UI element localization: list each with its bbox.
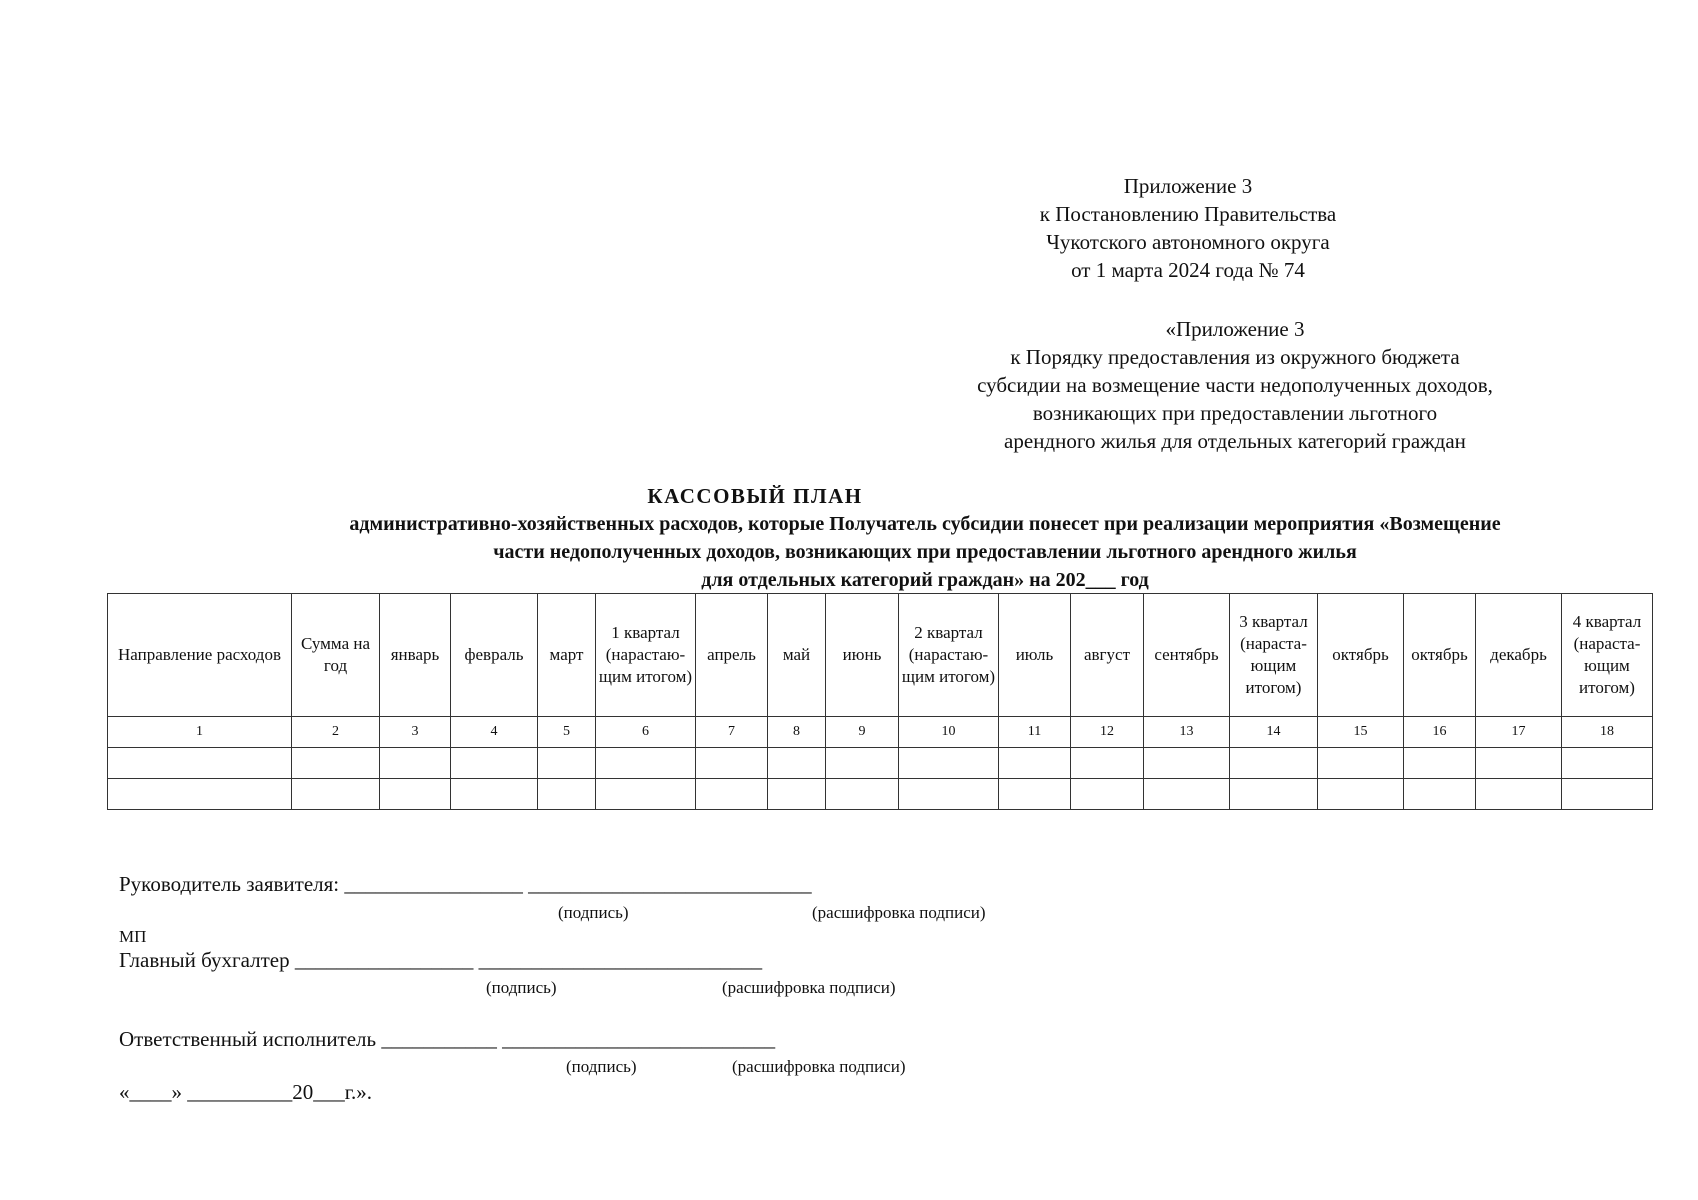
document-subtitle <box>200 510 1650 594</box>
empty-cell[interactable] <box>1230 748 1318 779</box>
empty-cell[interactable] <box>108 779 292 810</box>
empty-cell[interactable] <box>380 779 451 810</box>
appendix-inner-line: возникающих при предоставлении льготного <box>1032 401 1438 425</box>
column-number: 11 <box>999 717 1071 748</box>
subtitle-line: для отдельных категорий граждан» на 202___ год <box>701 569 1149 591</box>
empty-cell[interactable] <box>1230 779 1318 810</box>
empty-cell[interactable] <box>696 748 768 779</box>
column-number: 10 <box>899 717 999 748</box>
empty-cell[interactable] <box>1562 779 1653 810</box>
head-signature-line: Руководитель заявителя: _________________ ___________________________ <box>119 872 812 896</box>
accountant-signature-line: Главный бухгалтер _________________ ___________________________ <box>119 948 763 972</box>
empty-cell[interactable] <box>768 779 826 810</box>
column-number: 15 <box>1318 717 1404 748</box>
executor-sign-caption: (подпись) <box>566 1057 637 1076</box>
header-april: апрель <box>696 594 768 717</box>
header-quarter-4: 4 квартал (нараста-ющим итогом) <box>1562 594 1653 717</box>
appendix-inner-line: арендного жилья для отдельных категорий граждан <box>1004 429 1466 453</box>
accountant-decode-caption: (расшифровка подписи) <box>722 978 896 997</box>
empty-cell[interactable] <box>826 748 899 779</box>
head-sign-caption: (подпись) <box>558 903 629 922</box>
date-line: «____» __________20___г.». <box>119 1080 372 1104</box>
empty-cell[interactable] <box>1144 748 1230 779</box>
empty-cell[interactable] <box>999 748 1071 779</box>
stamp-label: МП <box>119 927 147 946</box>
column-number: 1 <box>108 717 292 748</box>
appendix-inner-header <box>925 315 1545 455</box>
header-direction: Направление расходов <box>108 594 292 717</box>
column-number: 13 <box>1144 717 1230 748</box>
empty-cell[interactable] <box>899 748 999 779</box>
empty-cell[interactable] <box>1071 779 1144 810</box>
empty-cell[interactable] <box>1318 779 1404 810</box>
header-january: январь <box>380 594 451 717</box>
empty-cell[interactable] <box>380 748 451 779</box>
header-september: сентябрь <box>1144 594 1230 717</box>
executor-signature-line: Ответственный исполнитель ___________ __________________________ <box>119 1027 776 1051</box>
appendix-inner-line: субсидии на возмещение части недополученных доходов, <box>977 373 1493 397</box>
header-october: октябрь <box>1318 594 1404 717</box>
empty-cell[interactable] <box>596 748 696 779</box>
column-number-row <box>108 717 1653 748</box>
empty-cell[interactable] <box>1562 748 1653 779</box>
cash-plan-table <box>107 593 1653 810</box>
header-quarter-2: 2 квартал (нарастаю-щим итогом) <box>899 594 999 717</box>
empty-cell[interactable] <box>451 779 538 810</box>
empty-cell[interactable] <box>292 748 380 779</box>
head-decode-caption: (расшифровка подписи) <box>812 903 986 922</box>
header-july: июль <box>999 594 1071 717</box>
column-number: 5 <box>538 717 596 748</box>
column-number: 3 <box>380 717 451 748</box>
table-row <box>108 779 1653 810</box>
empty-cell[interactable] <box>292 779 380 810</box>
column-number: 18 <box>1562 717 1653 748</box>
empty-cell[interactable] <box>1404 779 1476 810</box>
column-number: 6 <box>596 717 696 748</box>
empty-cell[interactable] <box>1318 748 1404 779</box>
appendix-inner-line: к Порядку предоставления из окружного бюджета <box>1010 345 1460 369</box>
empty-cell[interactable] <box>696 779 768 810</box>
header-november: октябрь <box>1404 594 1476 717</box>
column-number: 8 <box>768 717 826 748</box>
empty-cell[interactable] <box>899 779 999 810</box>
appendix-line: к Постановлению Правительства <box>1039 202 1337 226</box>
subtitle-line: части недополученных доходов, возникающих при предоставлении льготного арендного жилья <box>493 541 1357 563</box>
executor-decode-caption: (расшифровка подписи) <box>732 1057 906 1076</box>
document-title: КАССОВЫЙ ПЛАН <box>647 484 863 508</box>
header-august: август <box>1071 594 1144 717</box>
empty-cell[interactable] <box>999 779 1071 810</box>
empty-cell[interactable] <box>451 748 538 779</box>
column-number: 7 <box>696 717 768 748</box>
header-june: июнь <box>826 594 899 717</box>
empty-cell[interactable] <box>826 779 899 810</box>
appendix-header <box>908 172 1468 284</box>
header-quarter-3: 3 квартал (нараста-ющим итогом) <box>1230 594 1318 717</box>
column-number: 17 <box>1476 717 1562 748</box>
appendix-line: от 1 марта 2024 года № 74 <box>1071 258 1305 282</box>
appendix-line: Приложение 3 <box>1123 174 1253 198</box>
empty-cell[interactable] <box>1476 748 1562 779</box>
empty-cell[interactable] <box>538 748 596 779</box>
appendix-line: Чукотского автономного округа <box>1046 230 1330 254</box>
header-annual-sum: Сумма на год <box>292 594 380 717</box>
empty-cell[interactable] <box>1144 779 1230 810</box>
column-number: 4 <box>451 717 538 748</box>
subtitle-line: административно-хозяйственных расходов, которые Получатель субсидии понесет при реализации мероприятия «Возмещение <box>349 513 1501 535</box>
empty-cell[interactable] <box>1476 779 1562 810</box>
accountant-sign-caption: (подпись) <box>486 978 557 997</box>
header-may: май <box>768 594 826 717</box>
column-number: 14 <box>1230 717 1318 748</box>
table-header-row <box>108 594 1653 717</box>
column-number: 9 <box>826 717 899 748</box>
empty-cell[interactable] <box>1404 748 1476 779</box>
column-number: 2 <box>292 717 380 748</box>
header-february: февраль <box>451 594 538 717</box>
appendix-inner-line: «Приложение 3 <box>1165 317 1305 341</box>
empty-cell[interactable] <box>1071 748 1144 779</box>
header-december: декабрь <box>1476 594 1562 717</box>
empty-cell[interactable] <box>108 748 292 779</box>
header-march: март <box>538 594 596 717</box>
empty-cell[interactable] <box>538 779 596 810</box>
header-quarter-1: 1 квартал (нарастаю-щим итогом) <box>596 594 696 717</box>
column-number: 12 <box>1071 717 1144 748</box>
table-row <box>108 748 1653 779</box>
empty-cell[interactable] <box>596 779 696 810</box>
column-number: 16 <box>1404 717 1476 748</box>
empty-cell[interactable] <box>768 748 826 779</box>
